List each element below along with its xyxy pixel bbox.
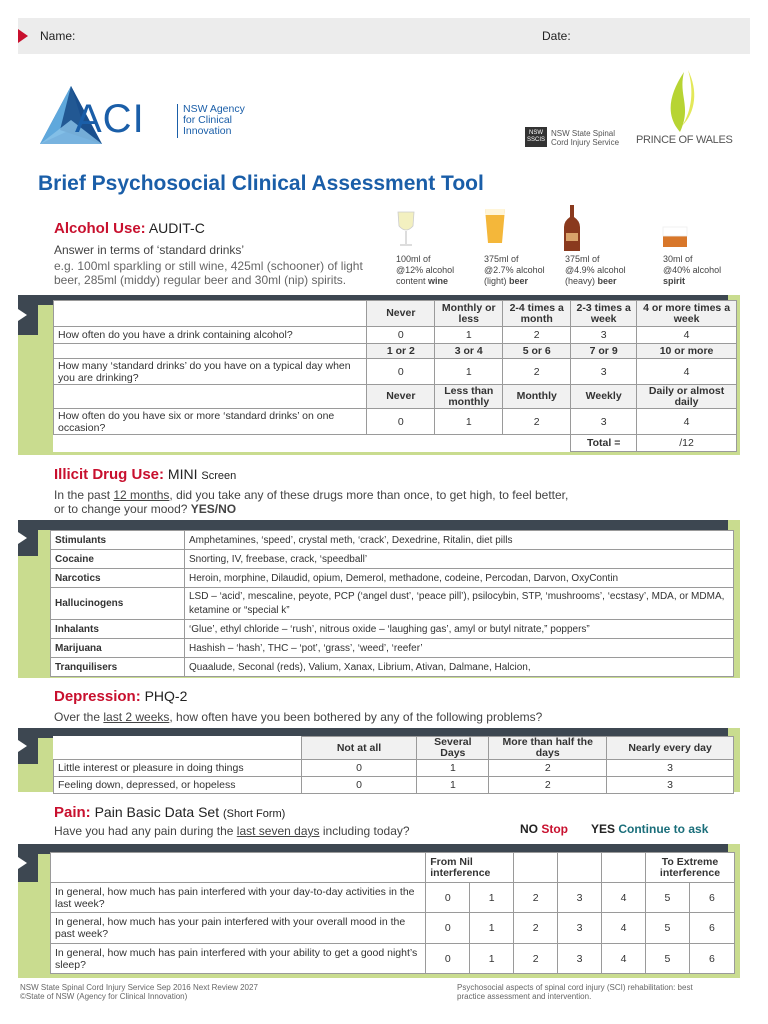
alcohol-intro: Answer in terms of ‘standard drinks’ (54, 243, 245, 257)
pain-header-row (51, 853, 735, 883)
score-cell[interactable]: 0 (367, 359, 435, 385)
score-cell[interactable]: 2 (503, 327, 571, 344)
drug-table (50, 530, 734, 677)
score-cell[interactable]: 2 (503, 359, 571, 385)
alcohol-header-row-2: 1 or 2 3 or 4 5 or 6 7 or 9 10 or more (54, 344, 737, 359)
footer-right: Psychosocial aspects of spinal cord injury (SCI) rehabilitation: best practice assessment and intervention. (457, 983, 693, 1001)
arrow-icon (18, 29, 28, 43)
total-label: Total = (571, 435, 637, 452)
beer-bottle-icon (564, 205, 580, 251)
name-date-bar (18, 18, 750, 54)
score-cell[interactable]: 0 (426, 883, 470, 913)
drug-question-line1: In the past 12 months, did you take any of these drugs more than once, to get high, to feel better, (54, 488, 569, 502)
prince-of-wales-flame-icon (662, 66, 698, 132)
drug-heading: Illicit Drug Use: MINI Screen (54, 466, 237, 483)
score-cell[interactable]: 3 (558, 913, 602, 944)
table-row: Stimulants Amphetamines, ‘speed’, crystal meth, ‘crack’, Dexedrine, Ritalin, diet pills (51, 531, 734, 550)
table-row: Marijuana Hashish – ‘hash’, THC – ‘pot’, ‘grass’, ‘weed’, ‘reefer’ (51, 639, 734, 658)
table-row: Inhalants ‘Glue’, ethyl chloride – ‘rush’, nitrous oxide – ‘laughing gas’, amyl or butyl nitrate,” poppers” (51, 620, 734, 639)
score-cell[interactable]: 1 (435, 409, 503, 435)
alcohol-heading: Alcohol Use: AUDIT-C (54, 220, 205, 237)
score-cell[interactable]: 2 (514, 883, 558, 913)
spirit-glass-icon (662, 226, 688, 248)
table-row: In general, how much has pain interfered with your ability to get a good night’s sleep? 0 1 2 3 4 5 6 (51, 944, 735, 974)
score-cell[interactable]: 1 (470, 883, 514, 913)
score-cell[interactable]: 1 (435, 327, 503, 344)
score-cell[interactable]: 4 (637, 359, 737, 385)
score-cell[interactable]: 0 (301, 760, 417, 777)
table-row: Narcotics Heroin, morphine, Dilaudid, opium, Demerol, methadone, codeine, Percodan, Darvon, OxyContin (51, 569, 734, 588)
score-cell[interactable]: 3 (571, 359, 637, 385)
score-cell[interactable]: 6 (689, 883, 734, 913)
score-cell[interactable]: 4 (637, 409, 737, 435)
score-cell[interactable]: 0 (426, 944, 470, 974)
score-cell[interactable]: 1 (417, 760, 489, 777)
score-cell[interactable]: 3 (558, 944, 602, 974)
drug-question-line2: or to change your mood? YES/NO (54, 502, 237, 516)
score-cell[interactable]: 1 (435, 359, 503, 385)
page-title: Brief Psychosocial Clinical Assessment Tool (38, 172, 484, 195)
alcohol-table (53, 300, 737, 452)
score-cell[interactable]: 5 (645, 913, 689, 944)
score-cell[interactable]: 0 (426, 913, 470, 944)
total-row (54, 435, 737, 452)
score-cell[interactable]: 5 (645, 944, 689, 974)
depression-heading: Depression: PHQ-2 (54, 688, 188, 705)
pain-scale-end-label: To Extreme interference (645, 853, 734, 883)
alcohol-eg-line1: e.g. 100ml sparkling or still wine, 425ml (schooner) of light (54, 259, 363, 273)
yes-continue-option[interactable]: YES Continue to ask (591, 822, 709, 836)
score-cell[interactable]: 1 (417, 777, 489, 794)
footer-left: NSW State Spinal Cord Injury Service Sep 2016 Next Review 2027 ©State of NSW (Agency for Clinical Innovation) (20, 983, 258, 1001)
table-row: How often do you have a drink containing alcohol? 0 1 2 3 4 (54, 327, 737, 344)
beer-glass-icon (483, 207, 507, 245)
score-cell[interactable]: 4 (602, 913, 646, 944)
depression-question: Over the last 2 weeks, how often have you been bothered by any of the following problems? (54, 710, 543, 724)
aci-wordmark: ACI (75, 97, 145, 141)
drink-spirit-label: 30ml of @40% alcohol spirit (663, 254, 722, 286)
table-row: How often do you have six or more ‘standard drinks’ on one occasion? 0 1 2 3 4 (54, 409, 737, 435)
score-cell[interactable]: 2 (489, 777, 607, 794)
score-cell[interactable]: 3 (571, 327, 637, 344)
name-label[interactable]: Name: (40, 29, 76, 43)
score-cell[interactable]: 3 (571, 409, 637, 435)
sscis-text: NSW State Spinal Cord Injury Service (551, 129, 620, 147)
alcohol-header-row-1: Never Monthly or less 2-4 times a month 2-3 times a week 4 or more times a week (54, 301, 737, 327)
table-row: In general, how much has your pain interfered with your overall mood in the past week? 0 1 2 3 4 5 6 (51, 913, 735, 944)
table-row: Cocaine Snorting, IV, freebase, crack, ‘speedball’ (51, 550, 734, 569)
score-cell[interactable]: 2 (514, 913, 558, 944)
pain-heading: Pain: Pain Basic Data Set (Short Form) (54, 804, 286, 821)
score-cell[interactable]: 2 (514, 944, 558, 974)
total-value[interactable]: /12 (637, 435, 737, 452)
aci-divider (177, 104, 178, 138)
score-cell[interactable]: 1 (470, 913, 514, 944)
table-row: Hallucinogens LSD – ‘acid’, mescaline, peyote, PCP (‘angel dust’, ‘peace pill’), psilocybin, STP, ‘mushrooms’, ‘ecstasy’, MDA, or MDMA, ketamine or “special k” (51, 588, 734, 620)
score-cell[interactable]: 4 (602, 944, 646, 974)
alcohol-eg-line2: beer, 285ml (middy) regular beer and 30ml (nip) spirits. (54, 273, 347, 287)
sscis-badge: NSW SSCIS (525, 127, 547, 147)
drink-light-beer-label: 375ml of @2.7% alcohol (light) beer (484, 254, 545, 286)
table-row: Tranquilisers Quaalude, Seconal (reds), Valium, Xanax, Librium, Ativan, Dalmane, Halcion, (51, 658, 734, 677)
depression-table (53, 736, 734, 794)
score-cell[interactable]: 0 (367, 327, 435, 344)
drink-heavy-beer-label: 375ml of @4.9% alcohol (heavy) beer (565, 254, 626, 286)
score-cell[interactable]: 3 (558, 883, 602, 913)
score-cell[interactable]: 2 (489, 760, 607, 777)
date-label[interactable]: Date: (542, 29, 571, 43)
pain-scale-start-label: From Nil interference (426, 853, 514, 883)
score-cell[interactable]: 2 (503, 409, 571, 435)
score-cell[interactable]: 0 (367, 409, 435, 435)
table-row: Feeling down, depressed, or hopeless 0 1 2 3 (54, 777, 734, 794)
score-cell[interactable]: 6 (689, 944, 734, 974)
score-cell[interactable]: 3 (607, 760, 734, 777)
score-cell[interactable]: 6 (689, 913, 734, 944)
pain-question: Have you had any pain during the last seven days including today? (54, 824, 410, 838)
table-row: In general, how much has pain interfered with your day-to-day activities in the last week? 0 1 2 3 4 5 6 (51, 883, 735, 913)
score-cell[interactable]: 4 (602, 883, 646, 913)
wine-glass-icon (395, 210, 417, 250)
alcohol-header-row-3: Never Less than monthly Monthly Weekly Daily or almost daily (54, 385, 737, 409)
score-cell[interactable]: 3 (607, 777, 734, 794)
score-cell[interactable]: 4 (637, 327, 737, 344)
aci-subtitle: NSW Agency for Clinical Innovation (183, 103, 245, 137)
drink-wine-label: 100ml of @12% alcohol content wine (396, 254, 455, 286)
score-cell[interactable]: 0 (301, 777, 417, 794)
score-cell[interactable]: 1 (470, 944, 514, 974)
table-row: How many ‘standard drinks’ do you have on a typical day when you are drinking? 0 1 2 3 4 (54, 359, 737, 385)
pain-table (50, 852, 735, 974)
depression-header-row: Not at all Several Days More than half the days Nearly every day (54, 737, 734, 760)
no-stop-option[interactable]: NO Stop (520, 822, 569, 836)
score-cell[interactable]: 5 (645, 883, 689, 913)
table-row: Little interest or pleasure in doing things 0 1 2 3 (54, 760, 734, 777)
prince-of-wales-logo: PRINCE OF WALES (636, 134, 733, 146)
